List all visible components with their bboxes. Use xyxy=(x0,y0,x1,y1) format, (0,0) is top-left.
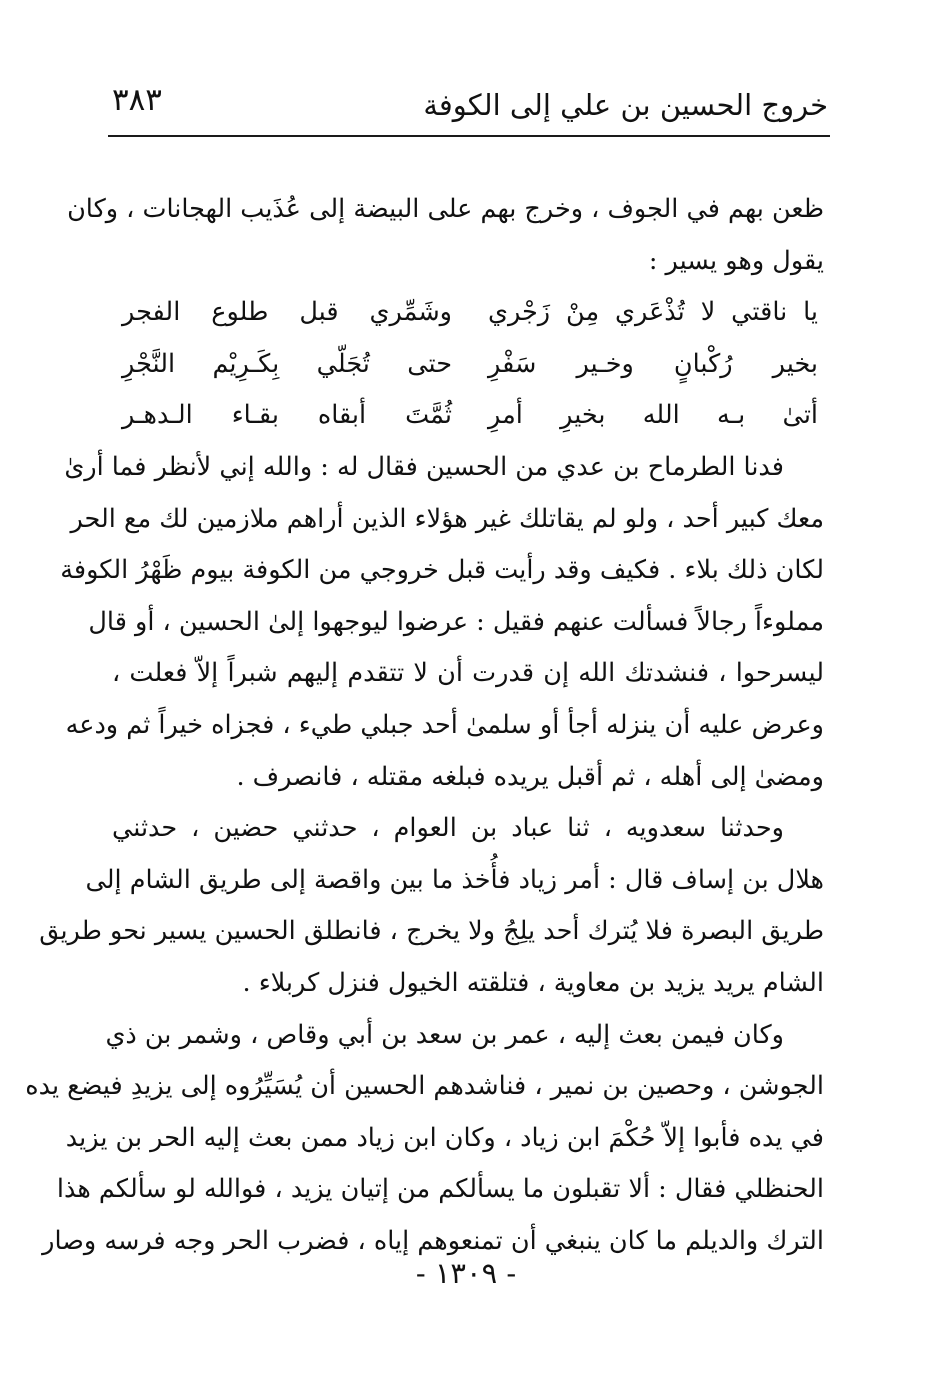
text-line: الجوشن ، وحصين بن نمير ، فناشدهم الحسين أن يُسَيِّرُوه إلى يزيدِ فيضع يده xyxy=(25,1071,824,1102)
verse-line xyxy=(112,390,824,442)
page-number-bottom: - ١٣٠٩ - xyxy=(415,1256,517,1290)
verse-line xyxy=(112,287,824,339)
text-line: مملوءاً رجالاً فسألت عنهم فقيل : عرضوا ليوجهوا إلىٰ الحسين ، أو قال xyxy=(88,606,824,637)
text-line: في يده فأبوا إلاّ حُكْمَ ابن زياد ، وكان ابن زياد ممن بعث إليه الحر بن يزيد xyxy=(65,1122,824,1153)
text-line: وعرض عليه أن ينزله أجأ أو سلمىٰ أحد جبلي طيء ، فجزاه خيراً ثم ودعه xyxy=(65,709,824,740)
text-line: معك كبير أحد ، ولو لم يقاتلك غير هؤلاء الذين أراهم ملازمين لك مع الحر xyxy=(70,503,824,534)
text-line: ليسرحوا ، فنشدتك الله إن قدرت أن لا تتقدم إليهم شبراً إلاّ فعلت ، xyxy=(112,658,824,689)
text-line: فدنا الطرماح بن عدي من الحسين فقال له : والله إني لأنظر فما أرىٰ xyxy=(64,451,784,482)
text-line: الشام يريد يزيد بن معاوية ، فتلقته الخيول فنزل كربلاء . xyxy=(242,967,824,998)
text-line: ظعن بهم في الجوف ، وخرج بهم على البيضة إلى عُذَيب الهجانات ، وكان xyxy=(67,194,824,224)
verse-line xyxy=(112,339,824,391)
verse-second-hemistich: حتى تُجَلّي بِكَـرِيْم النَّجْرِ xyxy=(122,348,452,379)
verse-first-hemistich: بخير رُكْبانٍ وخـير سَفْرِ xyxy=(488,348,818,379)
verse-second-hemistich: ثُمَّتَ أبقاه بقـاء الـدهـر xyxy=(122,400,452,431)
text-line: الحنظلي فقال : ألا تقبلون ما يسألكم من إتيان يزيد ، فوالله لو سألكم هذا xyxy=(56,1174,824,1205)
text-line: وكان فيمن بعث إليه ، عمر بن سعد بن أبي وقاص ، وشمر بن ذي xyxy=(105,1019,784,1050)
text-line: الترك والديلم ما كان ينبغي أن تمنعوهم إياه ، فضرب الحر وجه فرسه وصار xyxy=(42,1225,824,1256)
body-text xyxy=(25,184,824,1267)
running-title: خروج الحسين بن علي إلى الكوفة xyxy=(423,88,828,122)
text-line: ومضىٰ إلى أهله ، ثم أقبل يريده فبلغه مقتله ، فانصرف . xyxy=(236,761,824,792)
verse-first-hemistich: يا ناقتي لا تُذْعَري مِنْ زَجْري xyxy=(488,297,818,328)
text-line: وحدثنا سعدويه ، ثنا عباد بن العوام ، حدثني حضين ، حدثني xyxy=(112,813,784,844)
header-rule xyxy=(108,135,830,137)
verse-second-hemistich: وشَمِّري قبل طلوع الفجر xyxy=(122,297,452,328)
text-line: هلال بن إساف قال : أمر زياد فأُخذ ما بين واقصة إلى طريق الشام إلى xyxy=(85,864,824,895)
text-line: لكان ذلك بلاء . فكيف وقد رأيت قبل خروجي من الكوفة بيوم ظَهْرُ الكوفة xyxy=(60,555,824,586)
verse-first-hemistich: أتىٰ بـه الله بخيرِ أمرِ xyxy=(488,400,818,431)
page-number-top: ٣٨٣ xyxy=(112,82,162,118)
text-line: يقول وهو يسير : xyxy=(648,245,824,276)
text-line: طريق البصرة فلا يُترك أحد يلِجُ ولا يخرج ، فانطلق الحسين يسير نحو طريق xyxy=(39,916,824,947)
running-header xyxy=(108,78,828,134)
